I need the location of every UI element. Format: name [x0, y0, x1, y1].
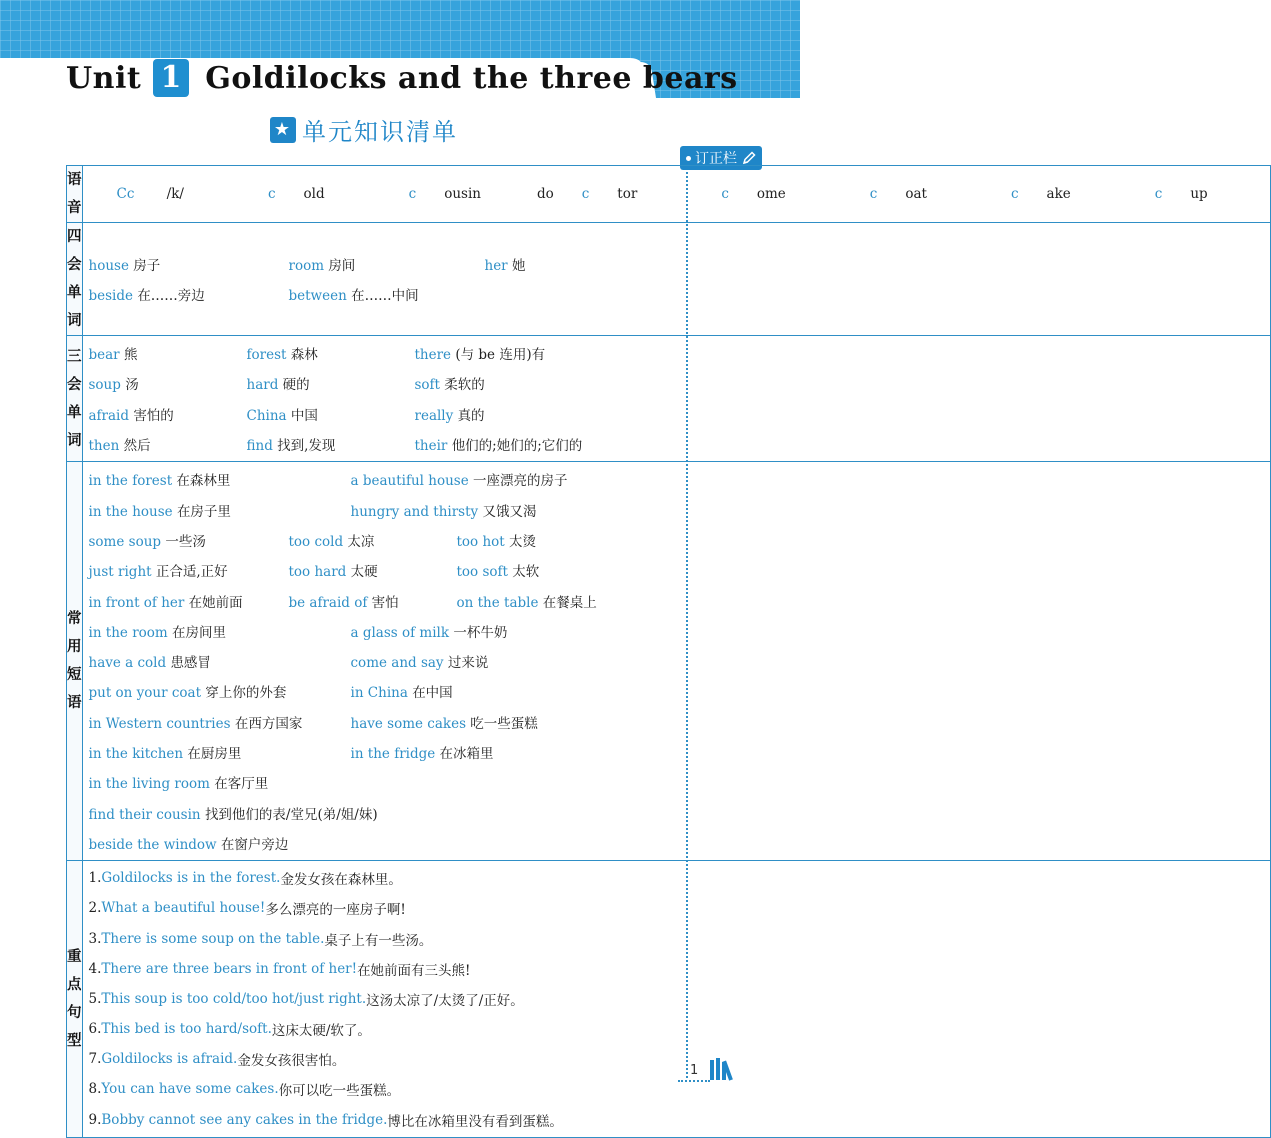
word-zh: 一些汤 — [165, 533, 206, 550]
phonics-word — [983, 186, 1099, 202]
word-entry — [415, 343, 615, 363]
word-en: put on your coat — [88, 685, 202, 702]
four-skill-row — [67, 223, 1271, 336]
word-en: too soft — [456, 564, 508, 581]
word-entry — [89, 373, 247, 393]
word-entry — [89, 560, 289, 580]
word-zh: 她 — [511, 257, 526, 274]
phonics-label: 语音 — [67, 166, 83, 223]
word-zh: 一杯牛奶 — [453, 624, 508, 641]
word-zh: 找到,发现 — [277, 438, 336, 455]
four-skill-label-line1: 四会 — [67, 229, 82, 273]
word-en: her — [484, 257, 508, 274]
word-zh: 在厨房里 — [187, 746, 242, 762]
sentence-en: This soup is too cold/too hot/just right. — [101, 990, 367, 1007]
pencil-icon — [741, 150, 757, 166]
sentence-row — [89, 893, 1264, 923]
word-zh: 又饿又渴 — [482, 503, 537, 520]
sentence-row — [89, 984, 1264, 1014]
sentence-en: There are three bears in front of her! — [101, 960, 358, 977]
word-en: in the fridge — [350, 746, 436, 762]
sentences-row — [67, 861, 1271, 1138]
word-entry — [289, 254, 485, 274]
word-entry — [247, 343, 415, 363]
sentence-row — [89, 1074, 1264, 1104]
word-row — [89, 464, 1264, 494]
four-skill-label-line2: 单词 — [67, 285, 82, 329]
sentence-row — [89, 863, 1264, 893]
word-en: too cold — [288, 533, 344, 550]
three-skill-label-line1: 三会 — [67, 348, 82, 393]
phonics-highlight: c — [581, 185, 590, 202]
sentence-en: This bed is too hard/soft. — [101, 1021, 272, 1038]
sentence-zh: 金发女孩很害怕。 — [237, 1053, 346, 1070]
word-en: afraid — [88, 407, 130, 424]
word-entry — [415, 434, 615, 454]
word-zh: 在她前面 — [188, 594, 243, 611]
word-row — [89, 399, 1264, 429]
word-en: hard — [246, 377, 279, 394]
word-zh: 太烫 — [509, 533, 537, 550]
three-skill-label-line2: 单词 — [67, 404, 82, 449]
word-zh: 然后 — [123, 438, 151, 455]
word-zh: 在西方国家 — [234, 715, 303, 732]
phonics-post: ome — [756, 185, 786, 202]
phonics-word — [842, 186, 955, 202]
word-en: house — [88, 257, 129, 274]
phonics-pre: do — [536, 185, 554, 202]
word-entry — [289, 560, 457, 580]
word-entry — [289, 591, 457, 611]
books-icon — [710, 1058, 740, 1080]
word-zh: 房子 — [133, 257, 161, 274]
unit-word: Unit — [66, 60, 142, 96]
phrases-label-line1: 常用 — [67, 611, 82, 656]
word-entry — [89, 651, 351, 671]
word-en: forest — [246, 347, 287, 364]
section-title-text: 单元知识清单 — [302, 118, 458, 146]
phonics-word — [693, 186, 813, 202]
word-entry — [89, 621, 351, 641]
word-zh: 汤 — [125, 377, 139, 394]
word-entry — [89, 742, 351, 762]
word-entry — [457, 530, 617, 550]
sentence-row — [89, 1014, 1264, 1044]
word-zh: 在森林里 — [176, 473, 231, 490]
phrases-content — [82, 462, 1270, 861]
word-row — [89, 646, 1264, 676]
word-en: in the living room — [88, 776, 210, 793]
phonics-highlight: Cc — [116, 185, 135, 202]
word-zh: 害怕的 — [133, 407, 174, 424]
word-zh: 在客厅里 — [214, 776, 269, 793]
word-zh: 在冰箱里 — [439, 746, 494, 762]
word-row — [89, 676, 1264, 706]
phonics-post: old — [303, 185, 325, 202]
word-row — [89, 429, 1264, 459]
word-entry — [351, 500, 611, 520]
word-zh: 在中国 — [412, 685, 453, 702]
sentence-number: 6. — [88, 1021, 102, 1038]
phonics-content — [82, 166, 1270, 223]
word-en: there — [414, 347, 452, 364]
word-entry — [415, 373, 615, 393]
phonics-line — [89, 179, 1264, 209]
word-zh: 硬的 — [282, 377, 310, 394]
four-skill-label — [67, 223, 83, 336]
word-zh: 在……中间 — [351, 288, 419, 305]
word-zh: 森林 — [290, 347, 318, 364]
phonics-post: /k/ — [162, 185, 184, 202]
word-en: in front of her — [88, 594, 185, 611]
three-skill-content — [82, 336, 1270, 462]
word-zh: 柔软的 — [444, 377, 485, 394]
word-row — [89, 767, 1264, 797]
word-row — [89, 797, 1264, 827]
sentence-zh: 金发女孩在森林里。 — [280, 872, 402, 889]
word-entry — [89, 404, 247, 424]
word-en: find their cousin — [88, 806, 201, 823]
word-row — [89, 616, 1264, 646]
sentence-number: 9. — [88, 1111, 102, 1128]
phonics-post: ousin — [444, 185, 481, 202]
word-en: room — [288, 257, 325, 274]
word-zh: 在餐桌上 — [542, 594, 597, 611]
sentence-zh: 这床太硬/软了。 — [271, 1023, 371, 1040]
word-en: soft — [414, 377, 440, 394]
word-entry — [289, 530, 457, 550]
page-header — [0, 0, 800, 100]
word-entry — [247, 404, 415, 424]
word-zh: 太凉 — [347, 533, 375, 550]
word-en: in Western countries — [88, 715, 231, 732]
word-row — [89, 279, 1264, 309]
sentences-label-line1: 重点 — [67, 948, 82, 993]
word-en: a glass of milk — [350, 624, 450, 641]
word-zh: 患感冒 — [170, 655, 211, 672]
word-en: be afraid of — [288, 594, 368, 611]
phonics-word — [240, 186, 353, 202]
word-zh: 太硬 — [350, 564, 378, 581]
word-row — [89, 555, 1264, 585]
word-en: just right — [88, 564, 152, 581]
word-entry — [89, 284, 289, 304]
word-en: come and say — [350, 655, 444, 672]
word-zh: 找到他们的表/堂兄(弟/姐/妹) — [204, 806, 378, 823]
word-entry — [247, 373, 415, 393]
phonics-word — [537, 186, 665, 202]
word-entry — [485, 254, 615, 274]
phonics-highlight: c — [408, 185, 417, 202]
sentence-zh: 这汤太凉了/太烫了/正好。 — [366, 992, 524, 1009]
word-en: in the kitchen — [88, 746, 184, 762]
phonics-highlight: c — [1154, 185, 1163, 202]
word-en: find — [246, 438, 273, 455]
sentence-row — [89, 923, 1264, 953]
word-en: their — [414, 438, 448, 455]
word-entry — [289, 284, 485, 304]
sentence-number: 7. — [88, 1051, 102, 1068]
three-skill-label — [67, 336, 83, 462]
sentence-en: Goldilocks is afraid. — [101, 1051, 238, 1068]
word-zh: 害怕 — [371, 594, 399, 611]
word-zh: 穿上你的外套 — [205, 685, 287, 702]
unit-title — [66, 56, 738, 100]
sentence-zh: 桌子上有一些汤。 — [324, 932, 433, 949]
word-en: too hard — [288, 564, 347, 581]
word-entry — [89, 712, 351, 732]
word-en: beside — [88, 288, 134, 305]
word-zh: 吃一些蛋糕 — [470, 715, 538, 732]
sentence-row — [89, 954, 1264, 984]
word-row — [89, 368, 1264, 398]
word-zh: 在房间里 — [172, 624, 227, 641]
word-zh: 中国 — [290, 407, 318, 424]
word-en: hungry and thirsty — [350, 503, 479, 520]
knowledge-table — [66, 165, 1271, 1138]
word-en: have some cakes — [350, 715, 466, 732]
word-entry — [89, 434, 247, 454]
phonics-word — [1127, 186, 1236, 202]
sentence-row — [89, 1105, 1264, 1135]
word-en: then — [88, 438, 120, 455]
word-en: in the house — [88, 503, 173, 520]
word-entry — [351, 621, 611, 641]
word-en: beside the window — [88, 836, 217, 853]
word-entry — [89, 833, 351, 853]
phrases-label — [67, 462, 83, 861]
phonics-highlight: c — [721, 185, 729, 202]
sentence-zh: 在她前面有三头熊! — [357, 962, 471, 979]
word-en: some soup — [88, 533, 162, 550]
word-entry — [457, 560, 617, 580]
word-zh: 过来说 — [447, 655, 489, 672]
phonics-highlight: c — [869, 185, 878, 202]
word-entry — [351, 742, 611, 762]
phonics-post: ake — [1046, 185, 1071, 202]
word-zh: 真的 — [457, 407, 485, 424]
sentence-zh: 博比在冰箱里没有看到蛋糕。 — [387, 1113, 563, 1130]
page-number-underline — [678, 1080, 710, 1082]
word-en: soup — [88, 377, 121, 394]
word-en: in China — [350, 685, 408, 702]
unit-title-text: Goldilocks and the three bears — [205, 60, 738, 96]
sentences-content — [82, 861, 1270, 1138]
sentence-en: There is some soup on the table. — [101, 930, 325, 947]
word-entry — [351, 712, 611, 732]
word-row — [89, 737, 1264, 767]
word-entry — [415, 404, 615, 424]
word-entry — [89, 530, 289, 550]
sentence-zh: 你可以吃一些蛋糕。 — [278, 1083, 401, 1100]
sentence-number: 1. — [88, 870, 102, 887]
page-number: 1 — [690, 1063, 699, 1078]
word-en: too hot — [456, 533, 505, 550]
word-row — [89, 494, 1264, 524]
word-zh: 熊 — [123, 347, 138, 364]
phonics-word — [89, 186, 212, 202]
word-row — [89, 585, 1264, 615]
sentence-en: You can have some cakes. — [101, 1081, 279, 1098]
word-zh: 他们的;她们的;它们的 — [451, 438, 583, 455]
sentence-en: Bobby cannot see any cakes in the fridge. — [101, 1111, 388, 1128]
word-entry — [89, 500, 351, 520]
word-zh: (与 be 连用)有 — [455, 347, 546, 364]
sentence-number: 4. — [88, 960, 102, 977]
phonics-post: tor — [617, 185, 638, 202]
phonics-highlight: c — [1010, 185, 1019, 202]
sentence-number: 3. — [88, 930, 102, 947]
phrases-row — [67, 462, 1271, 861]
sentence-row — [89, 1044, 1264, 1074]
word-en: bear — [88, 347, 120, 364]
phonics-highlight: c — [267, 185, 276, 202]
word-entry — [89, 469, 351, 489]
unit-number-badge: 1 — [153, 59, 189, 97]
word-en: really — [414, 407, 454, 424]
word-entry — [351, 469, 611, 489]
word-entry — [351, 681, 611, 701]
word-zh: 房间 — [328, 257, 356, 274]
star-icon: ★ — [270, 117, 296, 143]
word-en: have a cold — [88, 655, 167, 672]
word-entry — [89, 591, 289, 611]
word-row — [89, 338, 1264, 368]
phonics-word — [381, 186, 509, 202]
word-entry — [89, 254, 289, 274]
word-entry — [89, 772, 351, 792]
word-en: in the room — [88, 624, 168, 641]
sentence-number: 5. — [88, 990, 102, 1007]
four-skill-content — [82, 223, 1270, 336]
word-en: China — [246, 407, 287, 424]
word-en: on the table — [456, 594, 539, 611]
word-entry — [457, 591, 617, 611]
word-entry — [89, 343, 247, 363]
phonics-post: oat — [905, 185, 927, 202]
word-row — [89, 525, 1264, 555]
word-entry — [89, 681, 351, 701]
phonics-post: up — [1190, 185, 1208, 202]
word-en: in the forest — [88, 473, 173, 490]
word-entry — [247, 434, 415, 454]
sentence-zh: 多么漂亮的一座房子啊! — [265, 902, 406, 919]
sentence-en: What a beautiful house! — [101, 900, 266, 917]
word-row — [89, 707, 1264, 737]
word-zh: 在……旁边 — [137, 288, 205, 305]
three-skill-row — [67, 336, 1271, 462]
word-zh: 正合适,正好 — [155, 564, 228, 581]
sentences-label-line2: 句型 — [67, 1004, 82, 1049]
word-zh: 在窗户旁边 — [220, 836, 289, 853]
word-zh: 在房子里 — [176, 503, 231, 520]
word-en: a beautiful house — [350, 473, 469, 490]
word-entry — [88, 803, 378, 823]
correction-tag-label: 订正栏 — [695, 151, 737, 167]
sentences-label — [67, 861, 83, 1138]
section-title — [270, 112, 458, 147]
sentence-number: 8. — [88, 1081, 102, 1098]
word-entry — [351, 651, 611, 671]
bullet-dot — [686, 156, 691, 161]
sentence-en: Goldilocks is in the forest. — [101, 870, 281, 887]
word-row — [89, 249, 1264, 279]
sentence-number: 2. — [88, 900, 102, 917]
phonics-row — [67, 166, 1271, 223]
word-zh: 太软 — [512, 564, 540, 581]
word-en: between — [288, 288, 347, 305]
phrases-label-line2: 短语 — [67, 667, 82, 712]
word-row — [89, 828, 1264, 858]
word-zh: 一座漂亮的房子 — [473, 473, 568, 490]
